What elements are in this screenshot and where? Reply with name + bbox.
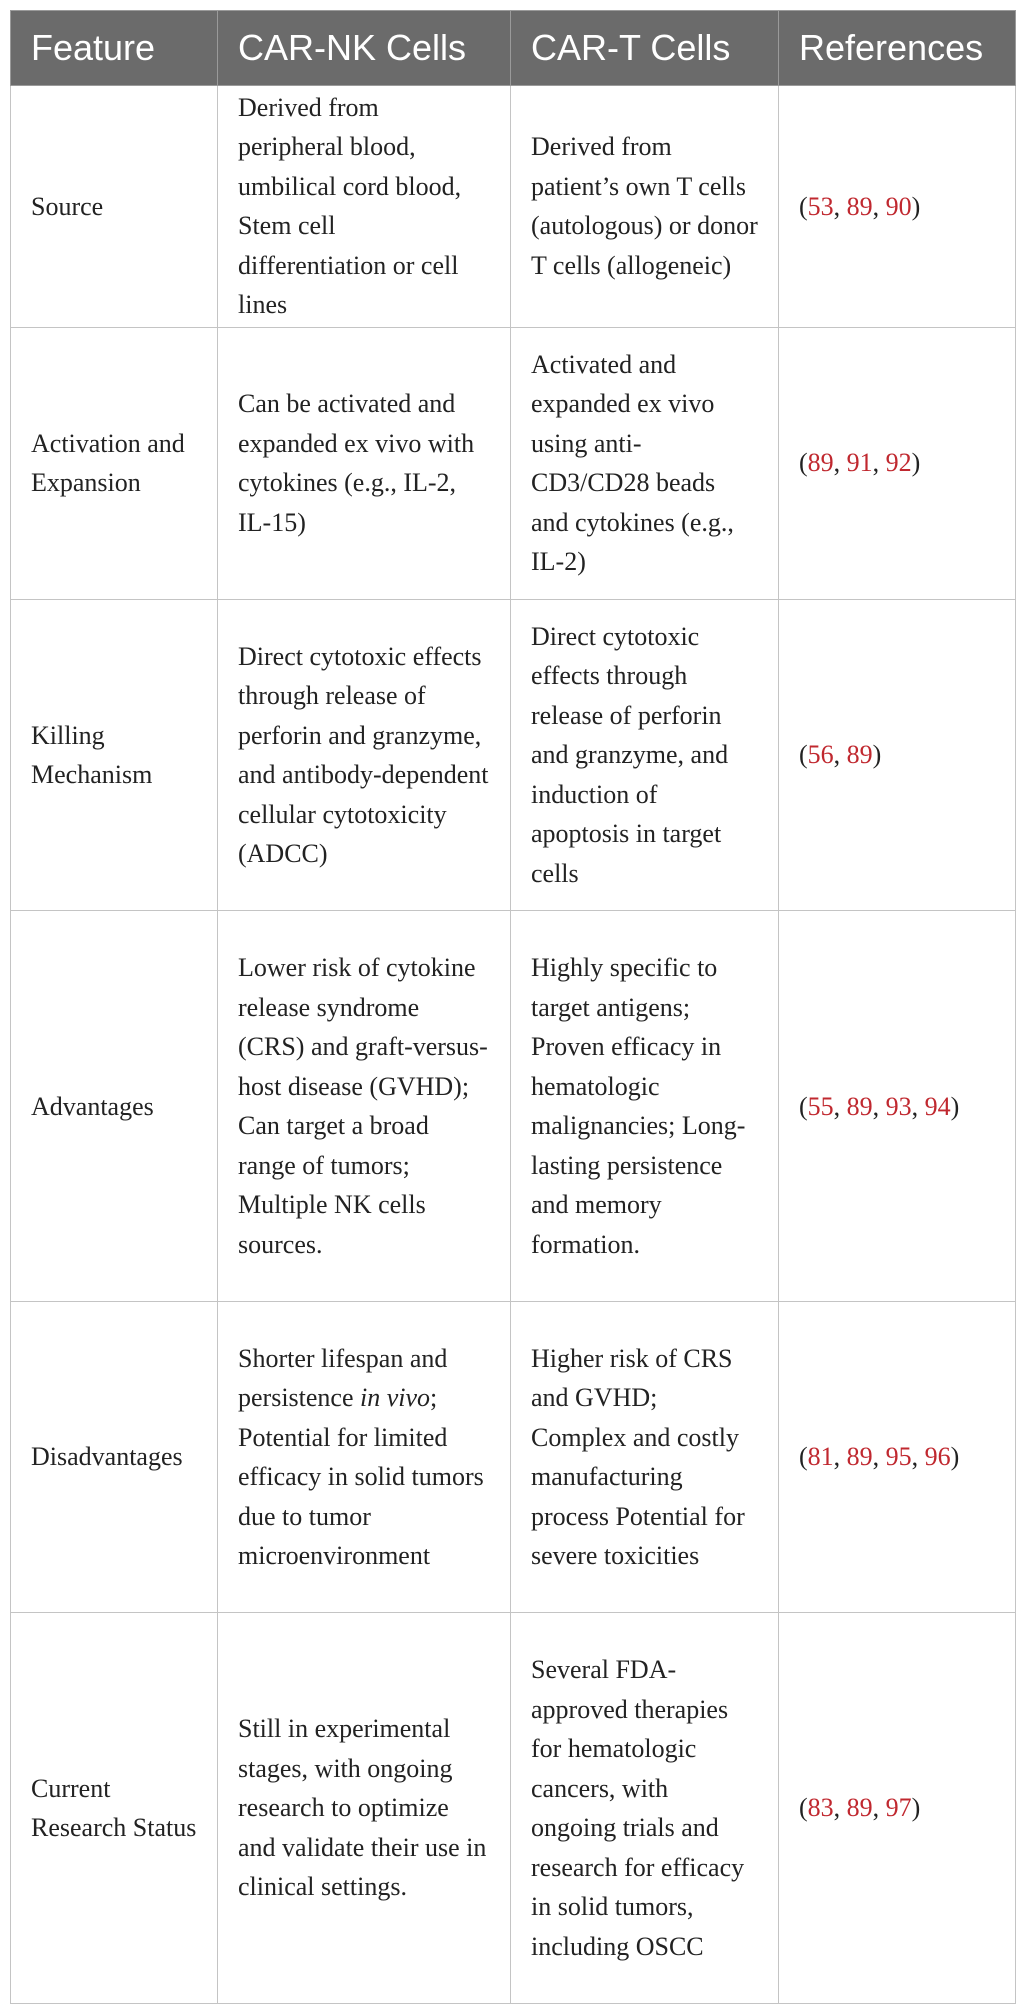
car-nk-cell: Direct cytotoxic effects through release of perforin and granzyme, and antibody-dependent cellular cytotoxicity (ADCC) [218, 599, 511, 911]
table-row [11, 599, 1016, 911]
reference-link[interactable]: 91 [846, 448, 873, 478]
reference-link[interactable]: 96 [924, 1442, 951, 1472]
reference-link[interactable]: 81 [807, 1442, 834, 1472]
feature-cell: Advantages [11, 911, 218, 1302]
reference-link[interactable]: 94 [924, 1091, 951, 1121]
references-cell: (83, 89, 97) [779, 1613, 1016, 2004]
table-row [11, 327, 1016, 599]
reference-link[interactable]: 92 [885, 448, 912, 478]
reference-link[interactable]: 89 [846, 740, 873, 770]
reference-link[interactable]: 97 [885, 1793, 912, 1823]
references-cell: (56, 89) [779, 599, 1016, 911]
feature-cell: Source [11, 86, 218, 328]
reference-link[interactable]: 53 [807, 191, 834, 221]
car-nk-cell [218, 1302, 511, 1613]
reference-link[interactable]: 89 [846, 1793, 873, 1823]
table-row [11, 911, 1016, 1302]
car-t-cell: Activated and expanded ex vivo using anti-CD3/CD28 beads and cytokines (e.g., IL-2) [511, 327, 779, 599]
car-t-cell: Highly specific to target antigens; Proven efficacy in hematologic malignancies; Long-lasting persistence and memory formation. [511, 911, 779, 1302]
feature-cell: Current Research Status [11, 1613, 218, 2004]
car-t-cell: Direct cytotoxic effects through release of perforin and granzyme, and induction of apoptosis in target cells [511, 599, 779, 911]
table-row [11, 1302, 1016, 1613]
reference-link[interactable]: 89 [846, 1442, 873, 1472]
feature-cell: Activation and Expansion [11, 327, 218, 599]
car-t-cell: Derived from patient’s own T cells (autologous) or donor T cells (allogeneic) [511, 86, 779, 328]
feature-cell: Killing Mechanism [11, 599, 218, 911]
reference-link[interactable]: 55 [807, 1091, 834, 1121]
reference-link[interactable]: 83 [807, 1793, 834, 1823]
car-t-cell: Several FDA-approved therapies for hematologic cancers, with ongoing trials and research for efficacy in solid tumors, including OSCC [511, 1613, 779, 2004]
reference-link[interactable]: 89 [846, 191, 873, 221]
reference-link[interactable]: 95 [885, 1442, 912, 1472]
car-nk-italic-text: in vivo [360, 1383, 431, 1413]
header-feature: Feature [11, 11, 218, 86]
car-nk-cell: Lower risk of cytokine release syndrome (CRS) and graft-versus-host disease (GVHD); Can target a broad range of tumors; Multiple NK cells sources. [218, 911, 511, 1302]
table-row [11, 1613, 1016, 2004]
reference-link[interactable]: 89 [846, 1091, 873, 1121]
references-cell: (53, 89, 90) [779, 86, 1016, 328]
reference-link[interactable]: 93 [885, 1091, 912, 1121]
car-nk-text: ; Potential for limited efficacy in solid tumors due to tumor microenvironment [238, 1383, 484, 1571]
reference-link[interactable]: 56 [807, 740, 834, 770]
references-cell: (81, 89, 95, 96) [779, 1302, 1016, 1613]
reference-link[interactable]: 89 [807, 448, 834, 478]
feature-cell: Disadvantages [11, 1302, 218, 1613]
reference-link[interactable]: 90 [885, 191, 912, 221]
references-cell: (55, 89, 93, 94) [779, 911, 1016, 1302]
car-nk-text: Shorter lifespan and persistence [238, 1343, 448, 1413]
header-references: References [779, 11, 1016, 86]
car-nk-cell: Still in experimental stages, with ongoing research to optimize and validate their use in clinical settings. [218, 1613, 511, 2004]
header-row [11, 11, 1016, 86]
car-nk-cell: Derived from peripheral blood, umbilical cord blood, Stem cell differentiation or cell lines [218, 86, 511, 328]
comparison-table [10, 10, 1016, 2004]
references-cell: (89, 91, 92) [779, 327, 1016, 599]
header-car-nk: CAR-NK Cells [218, 11, 511, 86]
header-car-t: CAR-T Cells [511, 11, 779, 86]
table-row [11, 86, 1016, 328]
car-t-cell: Higher risk of CRS and GVHD; Complex and costly manufacturing process Potential for severe toxicities [511, 1302, 779, 1613]
car-nk-cell: Can be activated and expanded ex vivo with cytokines (e.g., IL-2, IL-15) [218, 327, 511, 599]
